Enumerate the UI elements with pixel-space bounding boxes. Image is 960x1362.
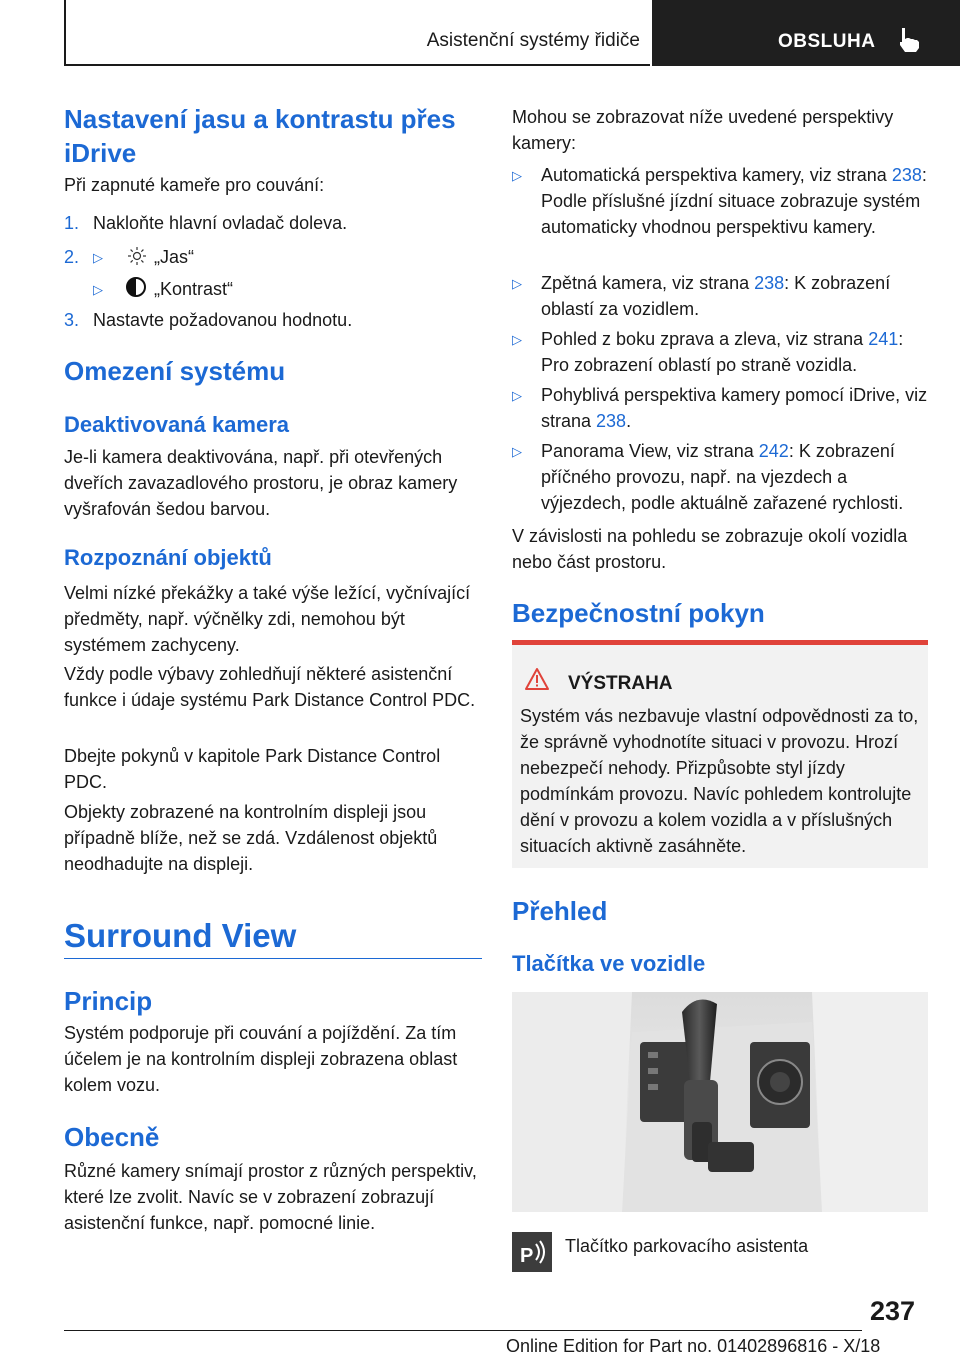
page-link[interactable]: 238: [596, 411, 627, 431]
text-depends: V závislosti na pohledu se zobrazuje okolí vozidla nebo část prostoru.: [512, 526, 908, 572]
text-detect-1: Velmi nízké překážky a také výše ležící, vyčnívající předměty, např. výčnělky zdi, nemohou být systémem zachyceny.: [64, 583, 471, 655]
step-2: [64, 244, 79, 270]
page-number: 237: [870, 1296, 916, 1326]
warning-text: Systém vás nezbavuje vlastní odpovědnosti za to, že správně vyhodnotíte situaci v provozu. Hrozí nebezpečí nehody. Přizpůsobte styl jízdy podmínkám provozu. Navíc pohledem kontrolujte dění v provozu a kolem vozidla a v příslušných situacích aktivně zasáhněte.: [520, 706, 919, 856]
warning-triangle-icon: [524, 667, 550, 691]
page-link[interactable]: 242: [758, 441, 789, 461]
item-text: : K zobrazení oblastí za vozidlem.: [541, 273, 891, 319]
bullet-triangle: ▷: [93, 282, 103, 297]
text-deactivated: Je-li kamera deaktivována, např. při otevřených dveřích zavazadlového prostoru, je obraz kamery vyšrafován šedou barvou.: [64, 447, 458, 519]
page-link[interactable]: 241: [868, 329, 899, 349]
console-photo: [512, 992, 928, 1212]
item-text: .: [626, 411, 632, 431]
item-text: Zpětná kamera, viz strana: [541, 273, 755, 293]
text-detect-3: Dbejte pokynů v kapitole Park Distance Control PDC.: [64, 746, 441, 792]
step-1-text: Nakloňte hlavní ovladač doleva.: [93, 213, 348, 233]
warning-title: VÝSTRAHA: [568, 673, 673, 694]
bullet-triangle: ▷: [512, 388, 522, 403]
text-detect-2: Vždy podle výbavy zohledňují některé asistenční funkce i údaje systému Park Distance Control PDC.: [64, 664, 476, 710]
heading-overview: Přehled: [512, 896, 608, 926]
perspective-item: [541, 382, 928, 434]
bullet-triangle: ▷: [512, 332, 522, 347]
step-number: 1.: [64, 213, 80, 233]
heading-general: Obecně: [64, 1122, 160, 1152]
step-3-text: Nastavte požadovanou hodnotu.: [93, 310, 353, 330]
page-link[interactable]: 238: [754, 273, 785, 293]
section-title: Asistenční systémy řidiče: [426, 30, 640, 51]
header-frame-left: [64, 0, 66, 66]
item-text: Pohled z boku zprava a zleva, viz strana: [541, 329, 869, 349]
warning-box: [512, 640, 928, 868]
heading-deactivated: Deaktivovaná kamera: [64, 412, 290, 437]
item-text: : K zobrazení příčného provozu, např. na vjezdech a výjezdech, podle aktuálně zařazené rychlosti.: [541, 441, 904, 513]
page-link[interactable]: 238: [891, 165, 922, 185]
step-1: [64, 210, 79, 236]
brightness-icon: [127, 246, 147, 266]
center-console-image: [512, 992, 928, 1212]
heading-detect: Rozpoznání objektů: [64, 545, 272, 570]
item-text: : Pro zobrazení oblastí po straně vozidla.: [541, 329, 904, 375]
bullet-triangle: ▷: [93, 250, 103, 265]
chapter-tab-label: OBSLUHA: [778, 31, 876, 52]
perspective-item: [541, 326, 928, 378]
parking-assistant-icon: [512, 1232, 552, 1272]
step-3: [64, 307, 79, 333]
bullet-triangle: ▷: [512, 168, 522, 183]
step-2-text: „Jas“: [154, 247, 194, 267]
heading-limits: Omezení systému: [64, 356, 286, 386]
text-general: Různé kamery snímají prostor z různých perspektiv, které lze zvolit. Navíc se v zobrazení zobrazují asistenční funkce, např. pomocné linie.: [64, 1161, 477, 1233]
text-perspectives-intro: Mohou se zobrazovat níže uvedené perspektivy kamery:: [512, 107, 894, 153]
park-button-label: Tlačítko parkovacího asistenta: [565, 1236, 809, 1256]
brightness-intro: Při zapnuté kameře pro couvání:: [64, 175, 325, 195]
heading-safety: Bezpečnostní pokyn: [512, 598, 765, 628]
pointing-hand-icon: [894, 24, 924, 54]
step-number: 3.: [64, 310, 80, 330]
perspective-item: [541, 270, 928, 322]
item-text: : Podle příslušné jízdní situace zobrazuje systém automaticky vhodnou perspektivu kamery.: [541, 165, 927, 237]
heading-principle: Princip: [64, 986, 153, 1016]
bullet-triangle: ▷: [512, 276, 522, 291]
heading-surround-view: Surround View: [64, 917, 297, 954]
step-2b-text: „Kontrast“: [154, 279, 234, 299]
heading-brightness: Nastavení jasu a kontrastu přes iDrive: [64, 104, 456, 168]
text-principle: Systém podporuje při couvání a pojíždění. Za tím účelem je na kontrolním displeji zobrazena oblast kolem vozu.: [64, 1023, 458, 1095]
heading-buttons: Tlačítka ve vozidle: [512, 951, 706, 976]
perspective-item: [541, 162, 928, 240]
text-detect-4: Objekty zobrazené na kontrolním displeji jsou případně blíže, než se zdá. Vzdálenost objektů neodhadujte na displeji.: [64, 802, 438, 874]
item-text: Panorama View, viz strana: [541, 441, 759, 461]
edition-footer: Online Edition for Part no. 01402896816 - X/18: [506, 1336, 881, 1356]
heading-rule: [64, 958, 482, 959]
perspective-item: [541, 438, 928, 516]
footer-rule: [64, 1330, 862, 1331]
step-number: 2.: [64, 247, 80, 267]
bullet-triangle: ▷: [512, 444, 522, 459]
item-text: Automatická perspektiva kamery, viz strana: [541, 165, 892, 185]
header-frame-bottom: [64, 64, 650, 66]
svg-text:P: P: [520, 1245, 534, 1267]
contrast-icon: [125, 276, 147, 298]
item-text: Pohyblivá perspektiva kamery pomocí iDrive, viz strana: [541, 385, 928, 431]
